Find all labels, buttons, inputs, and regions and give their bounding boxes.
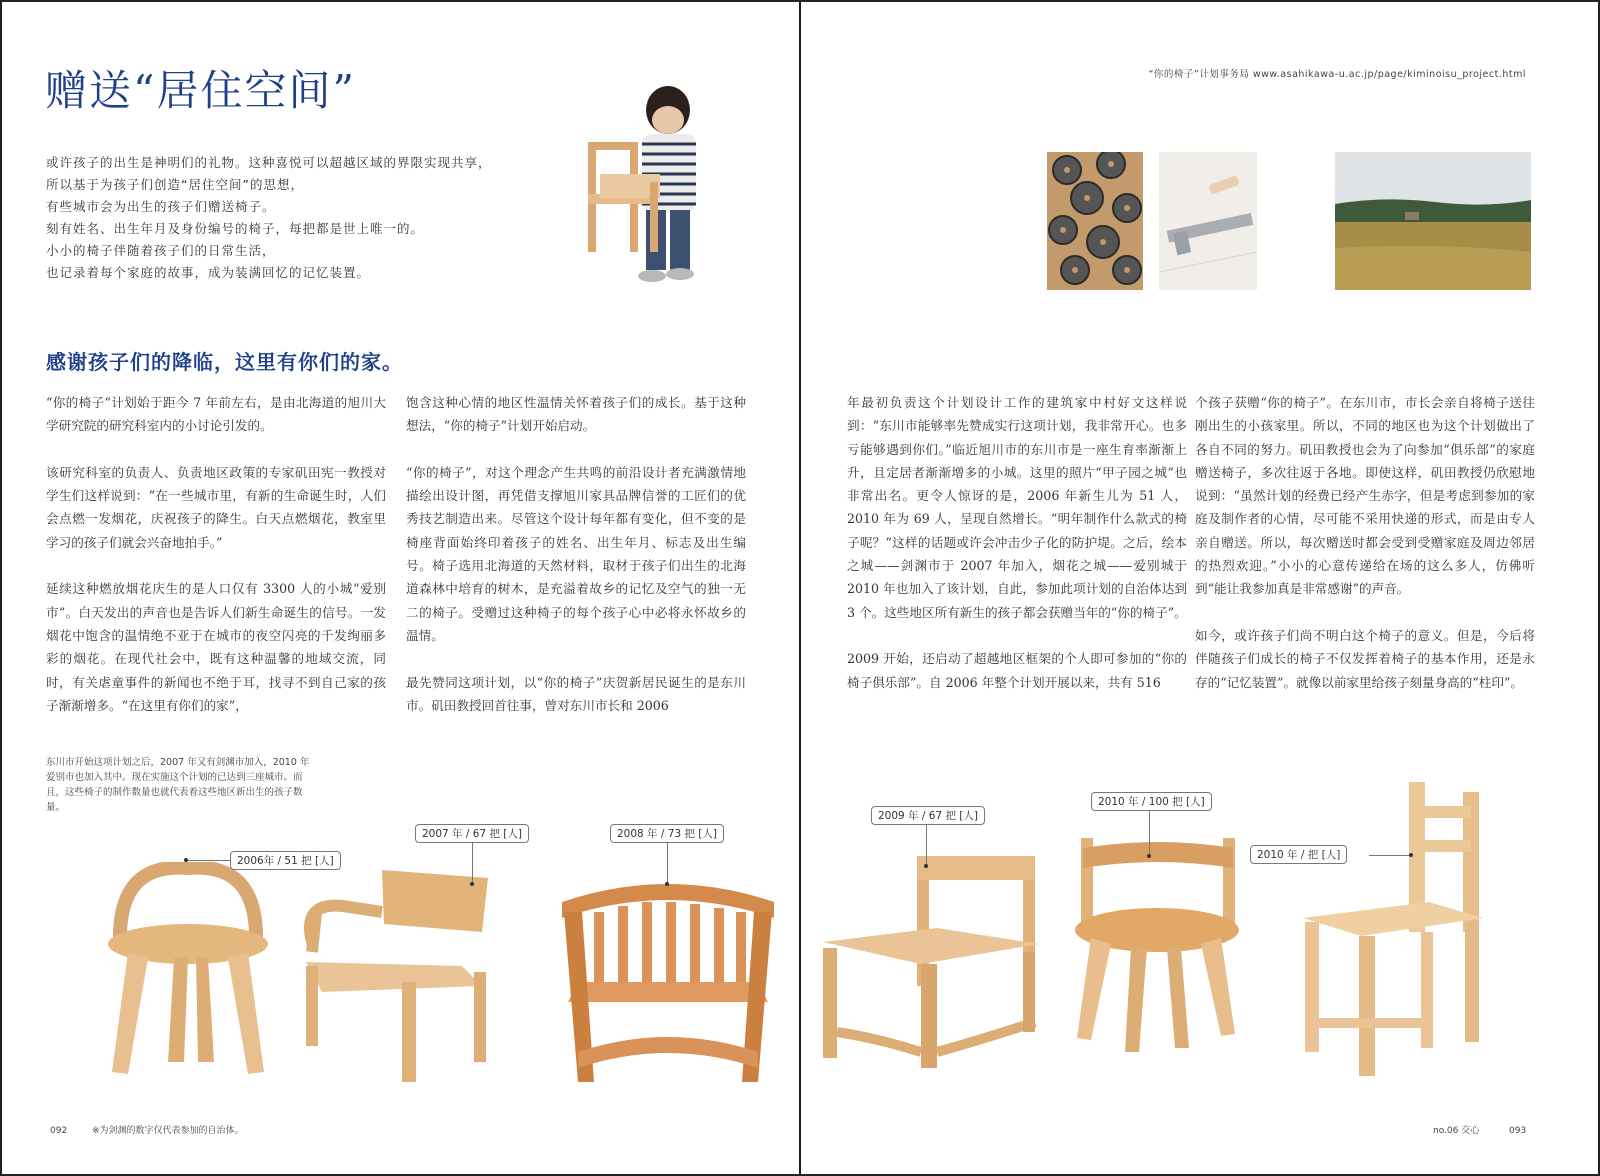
paragraph: “你的椅子”计划始于距今 7 年前左右，是由北海道的旭川大学研究院的研究科室内的小讨论引发的。 bbox=[46, 395, 386, 434]
intro-line: 小小的椅子伴随着孩子们的日常生活， bbox=[46, 243, 276, 258]
chair-2007-photo bbox=[292, 862, 502, 1082]
chair-2007-leader bbox=[472, 841, 473, 883]
chair-2007-label: 2007 年 / 67 把 [人] bbox=[415, 824, 529, 843]
chair-2009-photo bbox=[817, 852, 1047, 1072]
paragraph: 个孩子获赠“你的椅子”。在东川市，市长会亲自将椅子送往刚出生的小孩家里。所以，不同的地区也为这个计划做出了各自不同的努力。矶田教授也会为了向参加“俱乐部”的家庭赠送椅子，多次往返于各地。即使这样，矶田教授仍欣慰地说到：“虽然计划的经费已经产生赤字，但是考虑到参加的家庭及制作者的心情，尽可能不采用快递的形式，而是由专人亲自赠送。所以，每次赠送时都会受到受赠家庭及周边邻居的热烈欢迎。”小小的心意传递给在场的这么多人，仿佛听到“能让我参加真是非常感谢”的声音。 bbox=[1195, 395, 1535, 597]
intro-text bbox=[46, 152, 586, 284]
chair-2010-tall-leader bbox=[1369, 855, 1411, 856]
intro-line: 或许孩子的出生是神明们的礼物。这种喜悦可以超越区域的界限实现共享， bbox=[46, 155, 492, 170]
chair-2008-leader bbox=[667, 841, 668, 885]
paragraph: 如今，或许孩子们尚不明白这个椅子的意义。但是，今后将伴随孩子们成长的椅子不仅发挥着椅子的基本作用，还是永存的“记忆装置”。就像以前家里给孩子刻量身高的“柱印”。 bbox=[1195, 627, 1535, 690]
intro-line: 有些城市会为出生的孩子们赠送椅子。 bbox=[46, 199, 276, 214]
paragraph: 2009 开始，还启动了超越地区框架的个人即可参加的“你的椅子俱乐部”。自 2006 年整个计划开展以来，共有 516 bbox=[847, 651, 1187, 690]
chair-2010-marker bbox=[1147, 854, 1151, 858]
text-column-2 bbox=[406, 391, 746, 740]
saw-blades-photo bbox=[1047, 152, 1143, 290]
chair-2009-leader bbox=[926, 824, 927, 866]
chair-2010-photo bbox=[1071, 838, 1241, 1058]
right-page bbox=[800, 0, 1600, 1176]
caliper-drawing-photo bbox=[1159, 152, 1257, 290]
intro-line: 刻有姓名、出生年月及身份编号的椅子，每把都是世上唯一的。 bbox=[46, 221, 425, 236]
chair-2008-photo bbox=[558, 882, 778, 1092]
chair-2008-label: 2008 年 / 73 把 [人] bbox=[610, 824, 724, 843]
header-url: “你的椅子”计划事务局 www.asahikawa-u.ac.jp/page/kiminoisu_project.html bbox=[1148, 69, 1526, 80]
chair-2010-label: 2010 年 / 100 把 [人] bbox=[1091, 792, 1212, 811]
intro-line: 所以基于为孩子们创造“居住空间”的思想， bbox=[46, 177, 304, 192]
paragraph: 延续这种燃放烟花庆生的是人口仅有 3300 人的小城“爱别市”。白天发出的声音也是告诉人们新生命诞生的信号。一发烟花中饱含的温情绝不亚于在城市的夜空闪亮的千发绚丽多彩的烟花。在现代社会中，既有这种温馨的地域交流，同时，有关虐童事件的新闻也不绝于耳，找寻不到自己家的孩子渐渐增多。“在这里有你们的家”， bbox=[46, 581, 386, 713]
footnote: ※为剑渊的数字仅代表参加的自治体。 bbox=[92, 1126, 244, 1136]
paragraph: 最先赞同这项计划，以“你的椅子”庆贺新居民诞生的是东川市。矶田教授回首往事，曾对东川市长和 2006 bbox=[406, 674, 746, 713]
text-column-1 bbox=[46, 391, 386, 740]
paragraph: 年最初负责这个计划设计工作的建筑家中村好文这样说到：“东川市能够率先赞成实行这项计划，我非常开心。也多亏能够遇到你们。”临近旭川市的东川市是一座生育率渐渐上升，且定居者渐渐增多的小城。这里的照片“甲子园之城”也非常出名。更令人惊讶的是，2006 年新生儿为 51 人，2010 年为 69 人，呈现自然增长。“明年制作什么款式的椅子呢？”这样的话题或许会冲击少子化的防护堤。之后，绘本之城——剑渊市于 2007 年加入，烟花之城——爱别城于 2010 年也加入了该计划，自此，参加此项计划的自治体达到 3 个。这些地区所有新生的孩子都会获赠当年的“你的椅子”。 bbox=[847, 395, 1187, 620]
page-number-right: 093 bbox=[1509, 1126, 1527, 1136]
page-number-left: 092 bbox=[50, 1126, 68, 1136]
intro-line: 也记录着每个家庭的故事，成为装满回忆的记忆装置。 bbox=[46, 265, 371, 280]
chair-2010-tall-label: 2010 年 / 把 [人] bbox=[1250, 845, 1347, 864]
issue-label: no.06 交心 bbox=[1433, 1126, 1480, 1136]
chair-2006-marker bbox=[184, 858, 188, 862]
caption: 东川市开始这项计划之后，2007 年又有剑渊市加入，2010 年爱别市也加入其中。现在实施这个计划的已达到三座城市。而且，这些椅子的制作数量也就代表着这些地区新出生的孩子数量。 bbox=[46, 757, 310, 813]
chair-2006-label: 2006年 / 51 把 [人] bbox=[230, 851, 341, 870]
chair-2006-leader bbox=[186, 860, 231, 861]
chair-2008-marker bbox=[665, 882, 669, 886]
text-column-4 bbox=[1195, 391, 1535, 717]
paragraph: 该研究科室的负责人、负责地区政策的专家矶田宪一教授对学生们这样说到：“在一些城市里，有新的生命诞生时，人们会点燃一发烟花，庆祝孩子的降生。白天点燃烟花，教室里学习的孩子们就会兴奋地拍手。” bbox=[46, 464, 386, 550]
paragraph: 饱含这种心情的地区性温情关怀着孩子们的成长。基于这种想法，“你的椅子”计划开始启动。 bbox=[406, 395, 746, 434]
landscape-photo bbox=[1335, 152, 1531, 290]
chair-2007-marker bbox=[470, 882, 474, 886]
chair-2009-label: 2009 年 / 67 把 [人] bbox=[871, 806, 985, 825]
chair-2010-leader bbox=[1149, 810, 1150, 856]
page-title: 赠送“居住空间” bbox=[45, 66, 356, 115]
chair-2009-marker bbox=[924, 864, 928, 868]
subheading: 感谢孩子们的降临，这里有你们的家。 bbox=[46, 350, 403, 374]
child-with-chair-photo bbox=[580, 82, 710, 292]
chair-2010-tall-photo bbox=[1299, 782, 1489, 1082]
paragraph: “你的椅子”，对这个理念产生共鸣的前沿设计者充满激情地描绘出设计图，再凭借支撑旭川家具品牌信誉的工匠们的优秀技艺制造出来。尽管这个设计每年都有变化，但不变的是椅座背面始终印着孩子的姓名、出生年月、标志及出生编号。椅子选用北海道的天然材料，取材于孩子们出生的北海道森林中培育的树木，是充溢着故乡的记忆及空气的独一无二的椅子。受赠过这种椅子的每个孩子心中必将永怀故乡的温情。 bbox=[406, 464, 746, 643]
chair-2006-photo bbox=[98, 862, 278, 1082]
chair-2010-tall-marker bbox=[1409, 853, 1413, 857]
text-column-3 bbox=[847, 391, 1187, 717]
